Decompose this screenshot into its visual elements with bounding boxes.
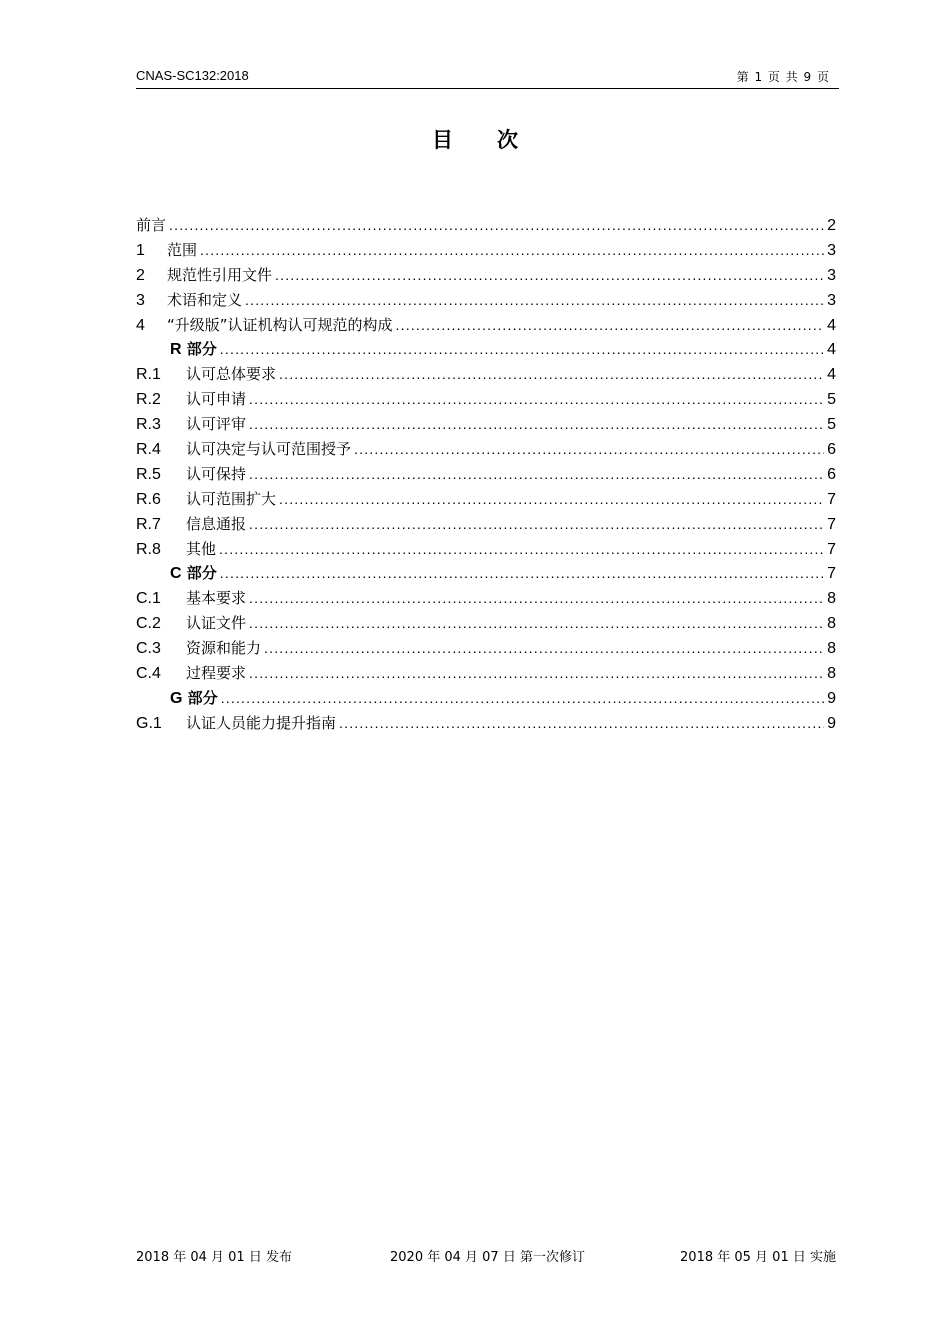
toc-entry-number: 1: [136, 241, 145, 259]
toc-entry-page: 7: [827, 540, 836, 558]
toc-entry-number: G.1: [136, 714, 162, 732]
toc-entry-number: 2: [136, 266, 145, 284]
toc-entry-page: 9: [827, 689, 836, 707]
toc-entry[interactable]: [136, 314, 836, 339]
toc-entry-title: 前言: [136, 216, 167, 234]
toc-dot-leader: [245, 292, 824, 308]
toc-dot-leader: [249, 416, 824, 432]
toc-entry-page: 2: [827, 217, 836, 234]
toc-dot-leader: [354, 441, 824, 457]
toc-entry[interactable]: [136, 214, 836, 239]
toc-entry-title: 范围: [167, 240, 198, 259]
document-code: CNAS-SC132:2018: [136, 68, 249, 83]
toc-entry-title: 过程要求: [186, 664, 247, 683]
toc-dot-leader: [220, 341, 824, 357]
toc-entry[interactable]: [136, 662, 836, 687]
toc-entry-title: 认可保持: [186, 464, 247, 483]
toc-entry-number: C.4: [136, 665, 161, 683]
toc-entry[interactable]: [136, 264, 836, 289]
toc-part-label: 部分: [181, 340, 217, 359]
toc-entry-title: [136, 338, 217, 359]
toc-entry-title: 认可评审: [186, 415, 247, 434]
toc-part-label: 部分: [182, 688, 218, 707]
toc-entry[interactable]: [136, 513, 836, 538]
toc-dot-leader: [169, 217, 824, 233]
toc-dot-leader: [396, 317, 825, 333]
publish-date: 2018 年 04 月 01 日 发布: [136, 1250, 292, 1265]
toc-entry[interactable]: [136, 712, 836, 737]
toc-entry-page: 8: [827, 590, 836, 608]
revision-date: 2020 年 04 月 07 日 第一次修订: [390, 1250, 585, 1265]
page-number-info: 第 1 页 共 9 页: [736, 70, 829, 84]
toc-dot-leader: [339, 715, 824, 731]
toc-entry-title: 信息通报: [186, 514, 247, 533]
toc-entry-number: R.7: [136, 515, 161, 533]
toc-entry[interactable]: [136, 413, 836, 438]
toc-entry[interactable]: [136, 587, 836, 612]
toc-entry-title: 术语和定义: [167, 290, 243, 309]
toc-entry-number: C.2: [136, 615, 161, 633]
page-header: [136, 68, 839, 89]
toc-entry-number: R.1: [136, 366, 161, 384]
toc-entry-number: R.3: [136, 416, 161, 434]
toc-entry-title: 认可范围扩大: [186, 489, 277, 508]
table-of-contents: [136, 214, 836, 737]
toc-entry-number: C.3: [136, 640, 161, 658]
toc-entry[interactable]: [136, 289, 836, 314]
toc-entry-title: 认可申请: [186, 390, 247, 409]
toc-entry-page: 8: [827, 665, 836, 683]
toc-part-letter: C: [170, 565, 182, 583]
toc-dot-leader: [200, 242, 824, 258]
toc-entry-number: R.4: [136, 441, 161, 459]
toc-dot-leader: [249, 615, 824, 631]
toc-entry[interactable]: [136, 338, 836, 363]
toc-dot-leader: [220, 565, 824, 581]
toc-entry-title: 认可总体要求: [186, 365, 277, 384]
toc-entry[interactable]: [136, 562, 836, 587]
toc-entry-title: 基本要求: [186, 589, 247, 608]
toc-entry-page: 3: [827, 241, 836, 259]
toc-entry-title: 认可决定与认可范围授予: [186, 440, 352, 459]
toc-entry-number: R.2: [136, 391, 161, 409]
toc-entry-number: R.5: [136, 465, 161, 483]
toc-entry-title: 其他: [186, 539, 217, 558]
toc-entry-page: 7: [827, 490, 836, 508]
toc-entry-title: 认证文件: [186, 614, 247, 633]
toc-dot-leader: [279, 491, 824, 507]
toc-part-letter: G: [170, 689, 183, 707]
toc-entry-page: 5: [827, 416, 836, 434]
toc-entry-page: 9: [827, 714, 836, 732]
toc-part-letter: R: [170, 341, 182, 359]
toc-dot-leader: [219, 541, 824, 557]
toc-entry[interactable]: [136, 363, 836, 388]
toc-entry-page: 4: [827, 366, 836, 384]
toc-dot-leader: [264, 640, 824, 656]
toc-entry[interactable]: [136, 637, 836, 662]
toc-entry-page: 6: [827, 441, 836, 459]
toc-entry[interactable]: [136, 687, 836, 712]
toc-dot-leader: [249, 466, 824, 482]
toc-entry-number: C.1: [136, 590, 161, 608]
toc-entry-title: [136, 562, 217, 583]
effective-date: 2018 年 05 月 01 日 实施: [680, 1250, 836, 1265]
toc-entry-number: 4: [136, 316, 145, 334]
toc-dot-leader: [249, 590, 824, 606]
toc-dot-leader: [249, 391, 824, 407]
toc-entry-page: 3: [827, 266, 836, 284]
toc-entry-number: R.6: [136, 490, 161, 508]
toc-entry[interactable]: [136, 488, 836, 513]
toc-entry-page: 6: [827, 465, 836, 483]
toc-entry-title: [136, 687, 218, 708]
toc-entry-title: 资源和能力: [186, 639, 262, 658]
toc-entry-page: 7: [827, 515, 836, 533]
page-title: 目次: [432, 128, 562, 152]
toc-entry[interactable]: [136, 438, 836, 463]
toc-entry[interactable]: [136, 538, 836, 563]
toc-dot-leader: [279, 366, 824, 382]
toc-entry-page: 4: [827, 316, 836, 334]
toc-entry-page: 3: [827, 291, 836, 309]
toc-entry-title: 认证人员能力提升指南: [186, 713, 337, 732]
toc-entry-page: 5: [827, 391, 836, 409]
toc-entry-title: 规范性引用文件: [167, 265, 273, 284]
toc-entry[interactable]: [136, 239, 836, 264]
toc-dot-leader: [221, 690, 824, 706]
toc-dot-leader: [275, 267, 824, 283]
toc-entry-page: 4: [827, 341, 836, 359]
toc-entry-page: 7: [827, 565, 836, 583]
toc-entry-page: 8: [827, 640, 836, 658]
toc-entry[interactable]: [136, 388, 836, 413]
toc-dot-leader: [249, 516, 824, 532]
toc-entry-number: R.8: [136, 540, 161, 558]
toc-dot-leader: [249, 665, 824, 681]
toc-entry[interactable]: [136, 612, 836, 637]
toc-entry-number: 3: [136, 291, 145, 309]
toc-entry-title: “升级版”认证机构认可规范的构成: [167, 315, 393, 334]
toc-entry-page: 8: [827, 615, 836, 633]
toc-part-label: 部分: [181, 564, 217, 583]
toc-entry[interactable]: [136, 463, 836, 488]
